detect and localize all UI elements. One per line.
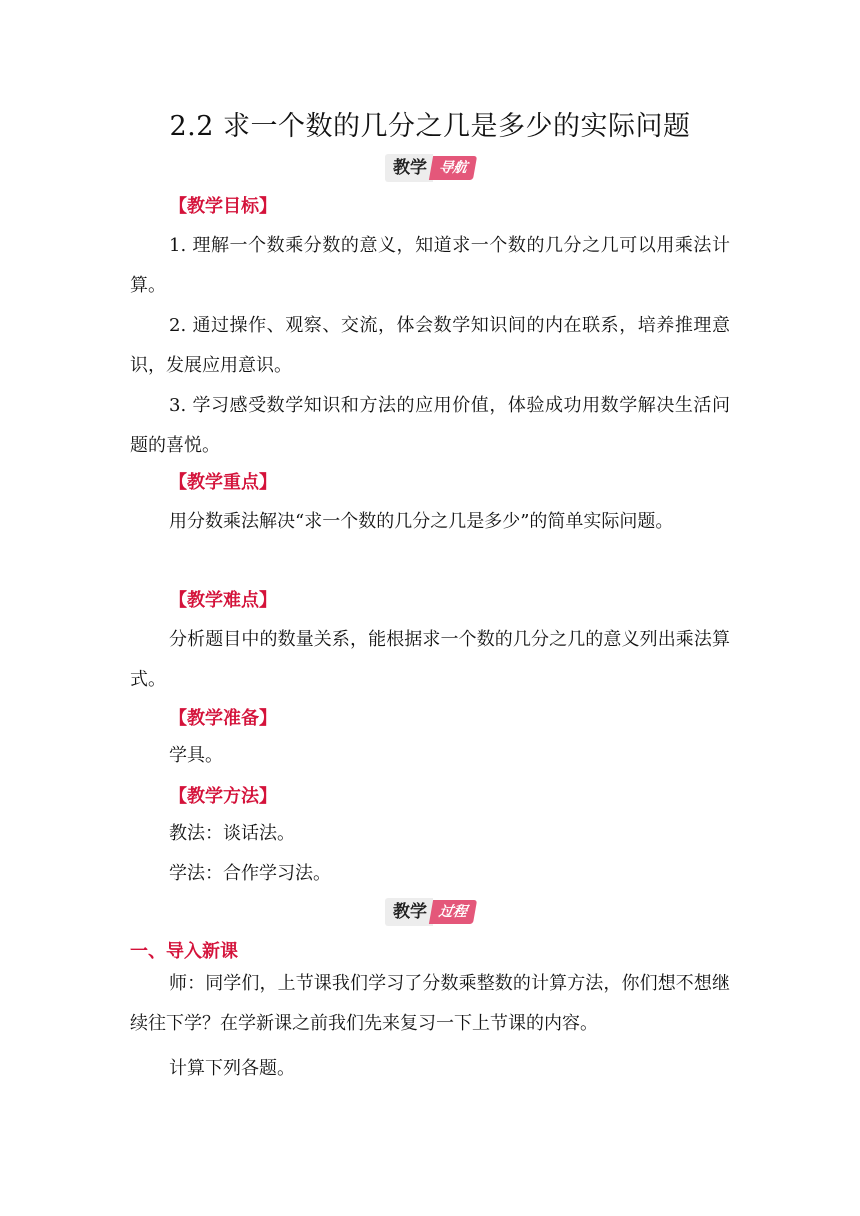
objectives-heading: 【教学目标】 <box>169 196 277 217</box>
intro-paragraph: 师：同学们，上节课我们学习了分数乘整数的计算方法，你们想不想继续往下学？在学新课之前我们先来复习一下上节课的内容。 <box>130 973 730 1034</box>
objective-item-3: 3. 学习感受数学知识和方法的应用价值，体验成功用数学解决生活问题的喜悦。 <box>130 395 730 456</box>
key-points-text: 用分数乘法解决“求一个数的几分之几是多少”的简单实际问题。 <box>169 511 674 532</box>
objective-item-1: 1. 理解一个数乘分数的意义，知道求一个数的几分之几可以用乘法计算。 <box>130 235 730 296</box>
methods-heading: 【教学方法】 <box>169 786 277 807</box>
teaching-guide-badge <box>0 154 860 182</box>
badge-left-text: 教学 <box>385 898 433 926</box>
learning-method-text: 学法：合作学习法。 <box>169 863 331 884</box>
teaching-process-badge <box>0 898 860 926</box>
badge-right-text: 过程 <box>429 900 477 924</box>
difficulties-heading: 【教学难点】 <box>169 590 277 611</box>
section-intro-heading: 一、导入新课 <box>130 941 238 962</box>
exercise-instruction: 计算下列各题。 <box>169 1058 295 1079</box>
document-title: 2.2 求一个数的几分之几是多少的实际问题 <box>169 111 691 142</box>
teaching-method-text: 教法：谈话法。 <box>169 823 295 844</box>
difficulties-text: 分析题目中的数量关系，能根据求一个数的几分之几的意义列出乘法算式。 <box>130 629 730 690</box>
badge-right-text: 导航 <box>429 156 477 180</box>
preparation-text: 学具。 <box>169 745 223 766</box>
key-points-heading: 【教学重点】 <box>169 472 277 493</box>
objective-item-2: 2. 通过操作、观察、交流，体会数学知识间的内在联系，培养推理意识，发展应用意识。 <box>130 315 730 376</box>
badge-left-text: 教学 <box>385 154 433 182</box>
preparation-heading: 【教学准备】 <box>169 708 277 729</box>
